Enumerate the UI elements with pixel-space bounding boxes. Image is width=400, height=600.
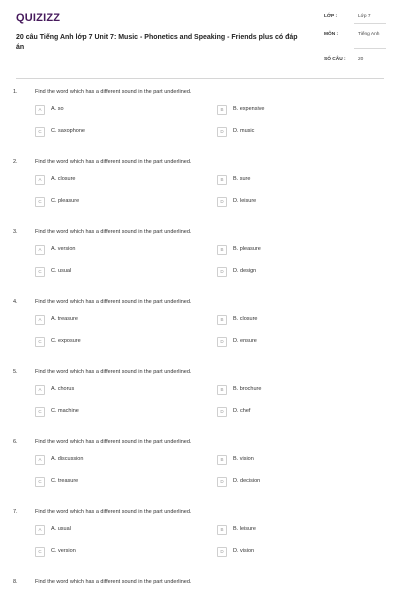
option-text: C. treasure <box>51 478 79 484</box>
question-prompt: Find the word which has a different sound in the part underlined. <box>35 509 192 515</box>
question-number: 7. <box>13 509 18 515</box>
option-text: B. closure <box>233 316 258 322</box>
meta-divider <box>354 23 386 24</box>
option-letter-box: A <box>35 315 45 325</box>
question-prompt: Find the word which has a different sound in the part underlined. <box>35 369 192 375</box>
option-letter-box: B <box>217 105 227 115</box>
option-text: C. pleasure <box>51 198 80 204</box>
option-text: B. sure <box>233 176 251 182</box>
option-text: D. design <box>233 268 257 274</box>
option-text: B. leisure <box>233 526 256 532</box>
option-letter-box: A <box>35 175 45 185</box>
option-letter-box: A <box>35 105 45 115</box>
option-text: B. pleasure <box>233 246 261 252</box>
option-letter-box: C <box>35 337 45 347</box>
option-text: D. music <box>233 128 255 134</box>
option-text: A. discussion <box>51 456 84 462</box>
option-text: D. ensure <box>233 338 257 344</box>
option-letter-box: C <box>35 127 45 137</box>
meta-divider <box>354 48 386 49</box>
option-letter-box: D <box>217 127 227 137</box>
option-letter-box: A <box>35 245 45 255</box>
option-text: C. machine <box>51 408 79 414</box>
quizizz-logo: QUIZIZZ <box>16 12 61 24</box>
question-number: 8. <box>13 579 18 585</box>
option-text: C. version <box>51 548 76 554</box>
header-divider <box>16 78 384 79</box>
option-letter-box: B <box>217 455 227 465</box>
meta-grade-value: Lớp 7 <box>358 14 371 19</box>
question-prompt: Find the word which has a different sound in the part underlined. <box>35 579 192 585</box>
meta-subject-label: MÔN : <box>324 32 339 37</box>
question-prompt: Find the word which has a different sound in the part underlined. <box>35 229 192 235</box>
question-prompt: Find the word which has a different sound in the part underlined. <box>35 159 192 165</box>
option-text: D. leisure <box>233 198 257 204</box>
option-text: A. so <box>51 106 64 112</box>
option-text: C. exposure <box>51 338 81 344</box>
option-text: A. treasure <box>51 316 78 322</box>
option-letter-box: A <box>35 525 45 535</box>
option-text: C. usual <box>51 268 72 274</box>
option-text: B. vision <box>233 456 254 462</box>
question-number: 1. <box>13 89 18 95</box>
meta-subject-value: Tiếng Anh <box>358 32 380 37</box>
option-text: C. saxophone <box>51 128 85 134</box>
option-letter-box: B <box>217 525 227 535</box>
option-letter-box: C <box>35 547 45 557</box>
option-text: B. brochure <box>233 386 262 392</box>
option-letter-box: D <box>217 547 227 557</box>
option-letter-box: D <box>217 337 227 347</box>
question-number: 5. <box>13 369 18 375</box>
option-text: D. chef <box>233 408 251 414</box>
question-number: 2. <box>13 159 18 165</box>
option-letter-box: A <box>35 455 45 465</box>
option-letter-box: D <box>217 197 227 207</box>
question-prompt: Find the word which has a different sound in the part underlined. <box>35 89 192 95</box>
meta-grade-label: LỚP : <box>324 14 338 19</box>
question-prompt: Find the word which has a different sound in the part underlined. <box>35 299 192 305</box>
option-text: D. vision <box>233 548 255 554</box>
option-letter-box: D <box>217 477 227 487</box>
option-text: D. decision <box>233 478 261 484</box>
question-number: 4. <box>13 299 18 305</box>
option-letter-box: C <box>35 267 45 277</box>
meta-count-label: SỐ CÂU : <box>324 57 346 62</box>
option-text: A. version <box>51 246 76 252</box>
option-text: A. closure <box>51 176 76 182</box>
option-letter-box: B <box>217 175 227 185</box>
page-title: 20 câu Tiếng Anh lớp 7 Unit 7: Music - Phonetics and Speaking - Friends plus có đáp án <box>16 34 298 51</box>
option-letter-box: D <box>217 407 227 417</box>
option-text: A. chorus <box>51 386 75 392</box>
option-letter-box: C <box>35 407 45 417</box>
option-letter-box: C <box>35 197 45 207</box>
option-letter-box: A <box>35 385 45 395</box>
question-number: 6. <box>13 439 18 445</box>
option-text: B. expensive <box>233 106 265 112</box>
option-letter-box: B <box>217 245 227 255</box>
option-text: A. usual <box>51 526 71 532</box>
option-letter-box: B <box>217 385 227 395</box>
option-letter-box: B <box>217 315 227 325</box>
question-number: 3. <box>13 229 18 235</box>
option-letter-box: C <box>35 477 45 487</box>
meta-count-value: 20 <box>358 57 364 62</box>
question-prompt: Find the word which has a different sound in the part underlined. <box>35 439 192 445</box>
option-letter-box: D <box>217 267 227 277</box>
